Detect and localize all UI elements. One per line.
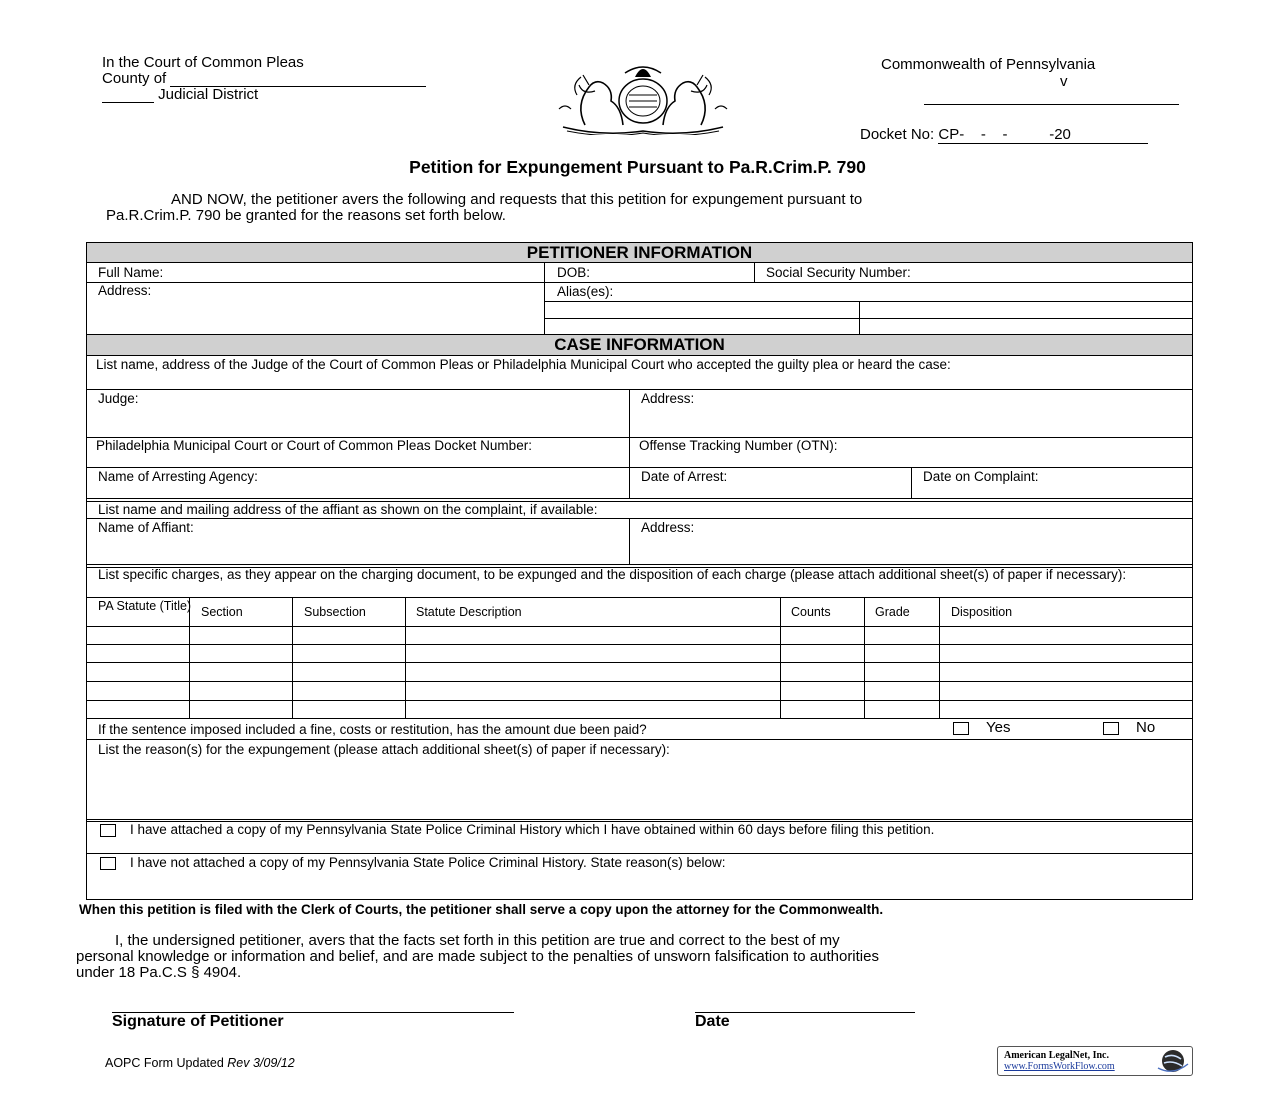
history-not-attached-label: I have not attached a copy of my Pennsylvania State Police Criminal History. State reason(s) below:: [130, 855, 726, 870]
district-label: Judicial District: [158, 86, 259, 103]
publisher-url[interactable]: www.FormsWorkFlow.com: [1004, 1061, 1115, 1072]
fine-paid-yes-checkbox[interactable]: [953, 722, 969, 735]
petitioner-heading: PETITIONER INFORMATION: [86, 242, 1193, 263]
docket-label: Docket No:: [860, 126, 935, 143]
date-label: Date: [695, 1013, 730, 1030]
pennsylvania-seal-icon: [555, 55, 731, 135]
date-on-complaint-field[interactable]: Date on Complaint:: [923, 469, 1039, 484]
affiant-instruction: List name and mailing address of the affiant as shown on the complaint, if available:: [98, 502, 598, 517]
county-blank[interactable]: [170, 72, 426, 87]
docket-number-field[interactable]: Philadelphia Municipal Court or Court of Common Pleas Docket Number:: [96, 438, 532, 453]
verification-line-3: under 18 Pa.C.S § 4904.: [76, 964, 242, 981]
county-label: County of: [102, 70, 167, 87]
col-counts: Counts: [791, 605, 831, 619]
full-name-field[interactable]: Full Name:: [98, 265, 164, 280]
intro-line-1: AND NOW, the petitioner avers the following and requests that this petition for expungement pursuant to: [171, 191, 863, 208]
fine-paid-yes-label: Yes: [986, 719, 1011, 736]
case-heading: CASE INFORMATION: [86, 334, 1193, 356]
fine-paid-no-checkbox[interactable]: [1103, 722, 1119, 735]
col-statute-description: Statute Description: [416, 605, 522, 619]
fine-question: If the sentence imposed included a fine, costs or restitution, has the amount due been paid?: [98, 722, 647, 737]
judge-address-field[interactable]: Address:: [641, 391, 695, 406]
defendant-blank[interactable]: [924, 104, 1179, 105]
form-revision: Rev 3/09/12: [227, 1056, 295, 1070]
signature-label: Signature of Petitioner: [112, 1013, 284, 1030]
globe-icon: [1156, 1048, 1190, 1074]
reasons-field[interactable]: List the reason(s) for the expungement (please attach additional sheet(s) of paper if necessary):: [98, 742, 670, 757]
col-section: Section: [201, 605, 243, 619]
col-pa-statute: PA Statute (Title): [98, 599, 192, 613]
commonwealth-label: Commonwealth of Pennsylvania: [881, 56, 1096, 73]
form-id: [105, 1056, 295, 1070]
intro-line-2: Pa.R.Crim.P. 790 be granted for the reasons set forth below.: [106, 207, 506, 224]
ssn-field[interactable]: Social Security Number:: [766, 265, 911, 280]
docket-number: [860, 127, 1148, 144]
affiant-address-field[interactable]: Address:: [641, 520, 695, 535]
publisher-logo: [997, 1046, 1193, 1076]
charges-instruction: List specific charges, as they appear on the charging document, to be expunged and the disposition of each charge (please attach additional sheet(s) of paper if necessary):: [98, 567, 1127, 582]
district-blank[interactable]: [102, 88, 154, 103]
judge-instruction: List name, address of the Judge of the Court of Common Pleas or Philadelphia Municipal Court who accepted the guilty plea or heard the case:: [96, 357, 951, 372]
history-attached-label: I have attached a copy of my Pennsylvania State Police Criminal History which I have obtained within 60 days before filing this petition.: [130, 822, 935, 837]
address-field[interactable]: Address:: [98, 283, 152, 298]
col-subsection: Subsection: [304, 605, 366, 619]
serve-notice: When this petition is filed with the Clerk of Courts, the petitioner shall serve a copy upon the attorney for the Commonwealth.: [79, 902, 884, 917]
col-grade: Grade: [875, 605, 910, 619]
docket-value[interactable]: CP- - - -20: [938, 127, 1148, 144]
county-line: [102, 71, 426, 87]
fine-paid-no-label: No: [1136, 719, 1156, 736]
court-name: In the Court of Common Pleas: [102, 54, 304, 71]
versus-label: v: [1060, 73, 1068, 90]
col-disposition: Disposition: [951, 605, 1013, 619]
form-id-label: AOPC Form Updated: [105, 1056, 224, 1070]
verification-line-2: personal knowledge or information and belief, and are made subject to the penalties of unsworn falsification to authorities: [76, 948, 879, 965]
dob-field[interactable]: DOB:: [557, 265, 591, 280]
date-of-arrest-field[interactable]: Date of Arrest:: [641, 469, 728, 484]
verification-line-1: I, the undersigned petitioner, avers that the facts set forth in this petition are true and correct to the best of my: [115, 932, 840, 949]
otn-field[interactable]: Offense Tracking Number (OTN):: [639, 438, 838, 453]
affiant-name-field[interactable]: Name of Affiant:: [98, 520, 194, 535]
arresting-agency-field[interactable]: Name of Arresting Agency:: [98, 469, 258, 484]
judge-field[interactable]: Judge:: [98, 391, 139, 406]
aliases-field[interactable]: Alias(es):: [557, 284, 614, 299]
district-line: [102, 87, 258, 103]
page-title: Petition for Expungement Pursuant to Pa.R.Crim.P. 790: [409, 157, 866, 177]
history-not-attached-checkbox[interactable]: [100, 857, 116, 870]
publisher-name: American LegalNet, Inc.: [1004, 1050, 1109, 1061]
